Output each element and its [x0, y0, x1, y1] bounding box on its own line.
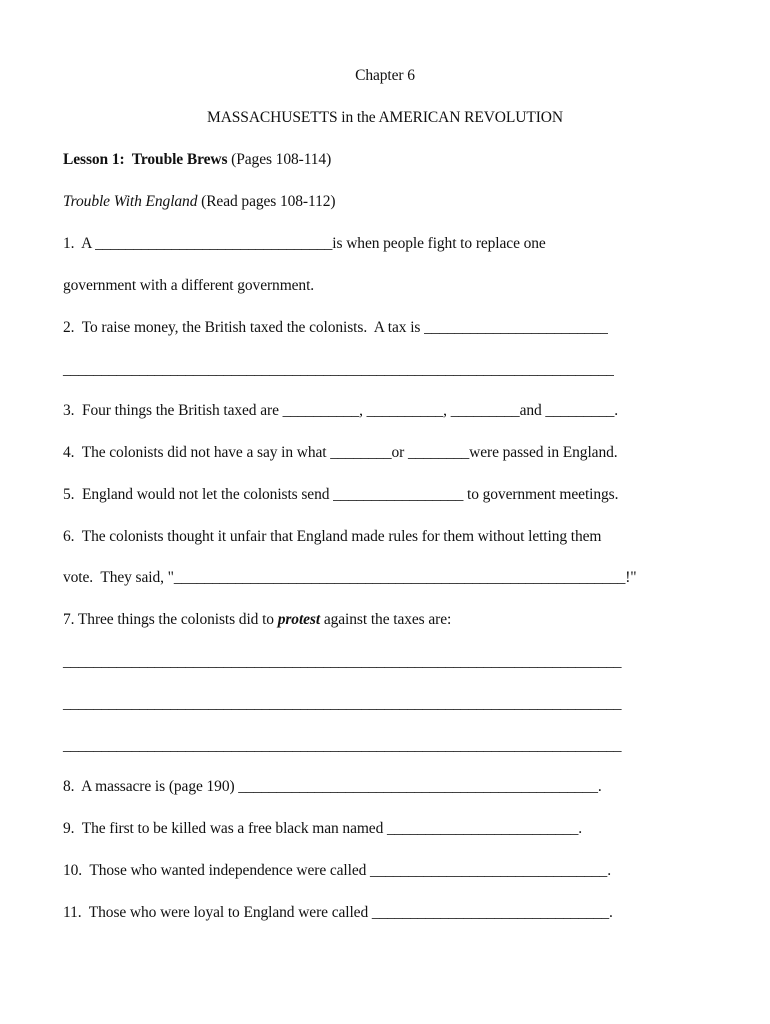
- worksheet-title: MASSACHUSETTS in the AMERICAN REVOLUTION: [207, 109, 563, 126]
- question-3: 3. Four things the British taxed are __________, __________, _________and _________.: [63, 402, 619, 419]
- question-11: 11. Those who were loyal to England were called _______________________________.: [63, 904, 613, 921]
- question-7-emphasis: protest: [277, 611, 321, 628]
- lesson-pages: (Pages 108-114): [227, 151, 332, 168]
- question-7-suffix: against the taxes are:: [320, 611, 452, 628]
- section-heading: [63, 192, 335, 212]
- question-4: 4. The colonists did not have a say in what ________or ________were passed in England.: [63, 444, 618, 461]
- question-7-answer-line-2: _________________________________________________________________________: [63, 695, 622, 712]
- question-7-answer-line-3: _________________________________________________________________________: [63, 737, 622, 754]
- lesson-heading: [63, 150, 331, 170]
- section-pages: (Read pages 108-112): [197, 193, 336, 210]
- question-1-continued: government with a different government.: [63, 277, 315, 294]
- question-6: 6. The colonists thought it unfair that England made rules for them without letting them: [63, 528, 602, 545]
- question-5: 5. England would not let the colonists send _________________ to government meetings.: [63, 486, 619, 503]
- question-2: 2. To raise money, the British taxed the colonists. A tax is ________________________: [63, 319, 608, 336]
- question-8: 8. A massacre is (page 190) _______________________________________________.: [63, 778, 602, 795]
- question-10: 10. Those who wanted independence were called _______________________________.: [63, 862, 611, 879]
- chapter-heading: Chapter 6: [355, 67, 415, 84]
- lesson-label: Lesson 1: Trouble Brews: [63, 151, 228, 168]
- question-7: [63, 610, 451, 630]
- question-1: 1. A _______________________________is when people fight to replace one: [63, 235, 546, 252]
- section-title: Trouble With England: [63, 193, 198, 210]
- question-6-continued: vote. They said, "___________________________________________________________!": [63, 569, 637, 586]
- question-7-prefix: 7. Three things the colonists did to: [63, 611, 278, 628]
- question-9: 9. The first to be killed was a free black man named _________________________.: [63, 820, 583, 837]
- question-7-answer-line-1: _________________________________________________________________________: [63, 653, 622, 670]
- question-2-answer-line: ________________________________________________________________________: [63, 361, 614, 378]
